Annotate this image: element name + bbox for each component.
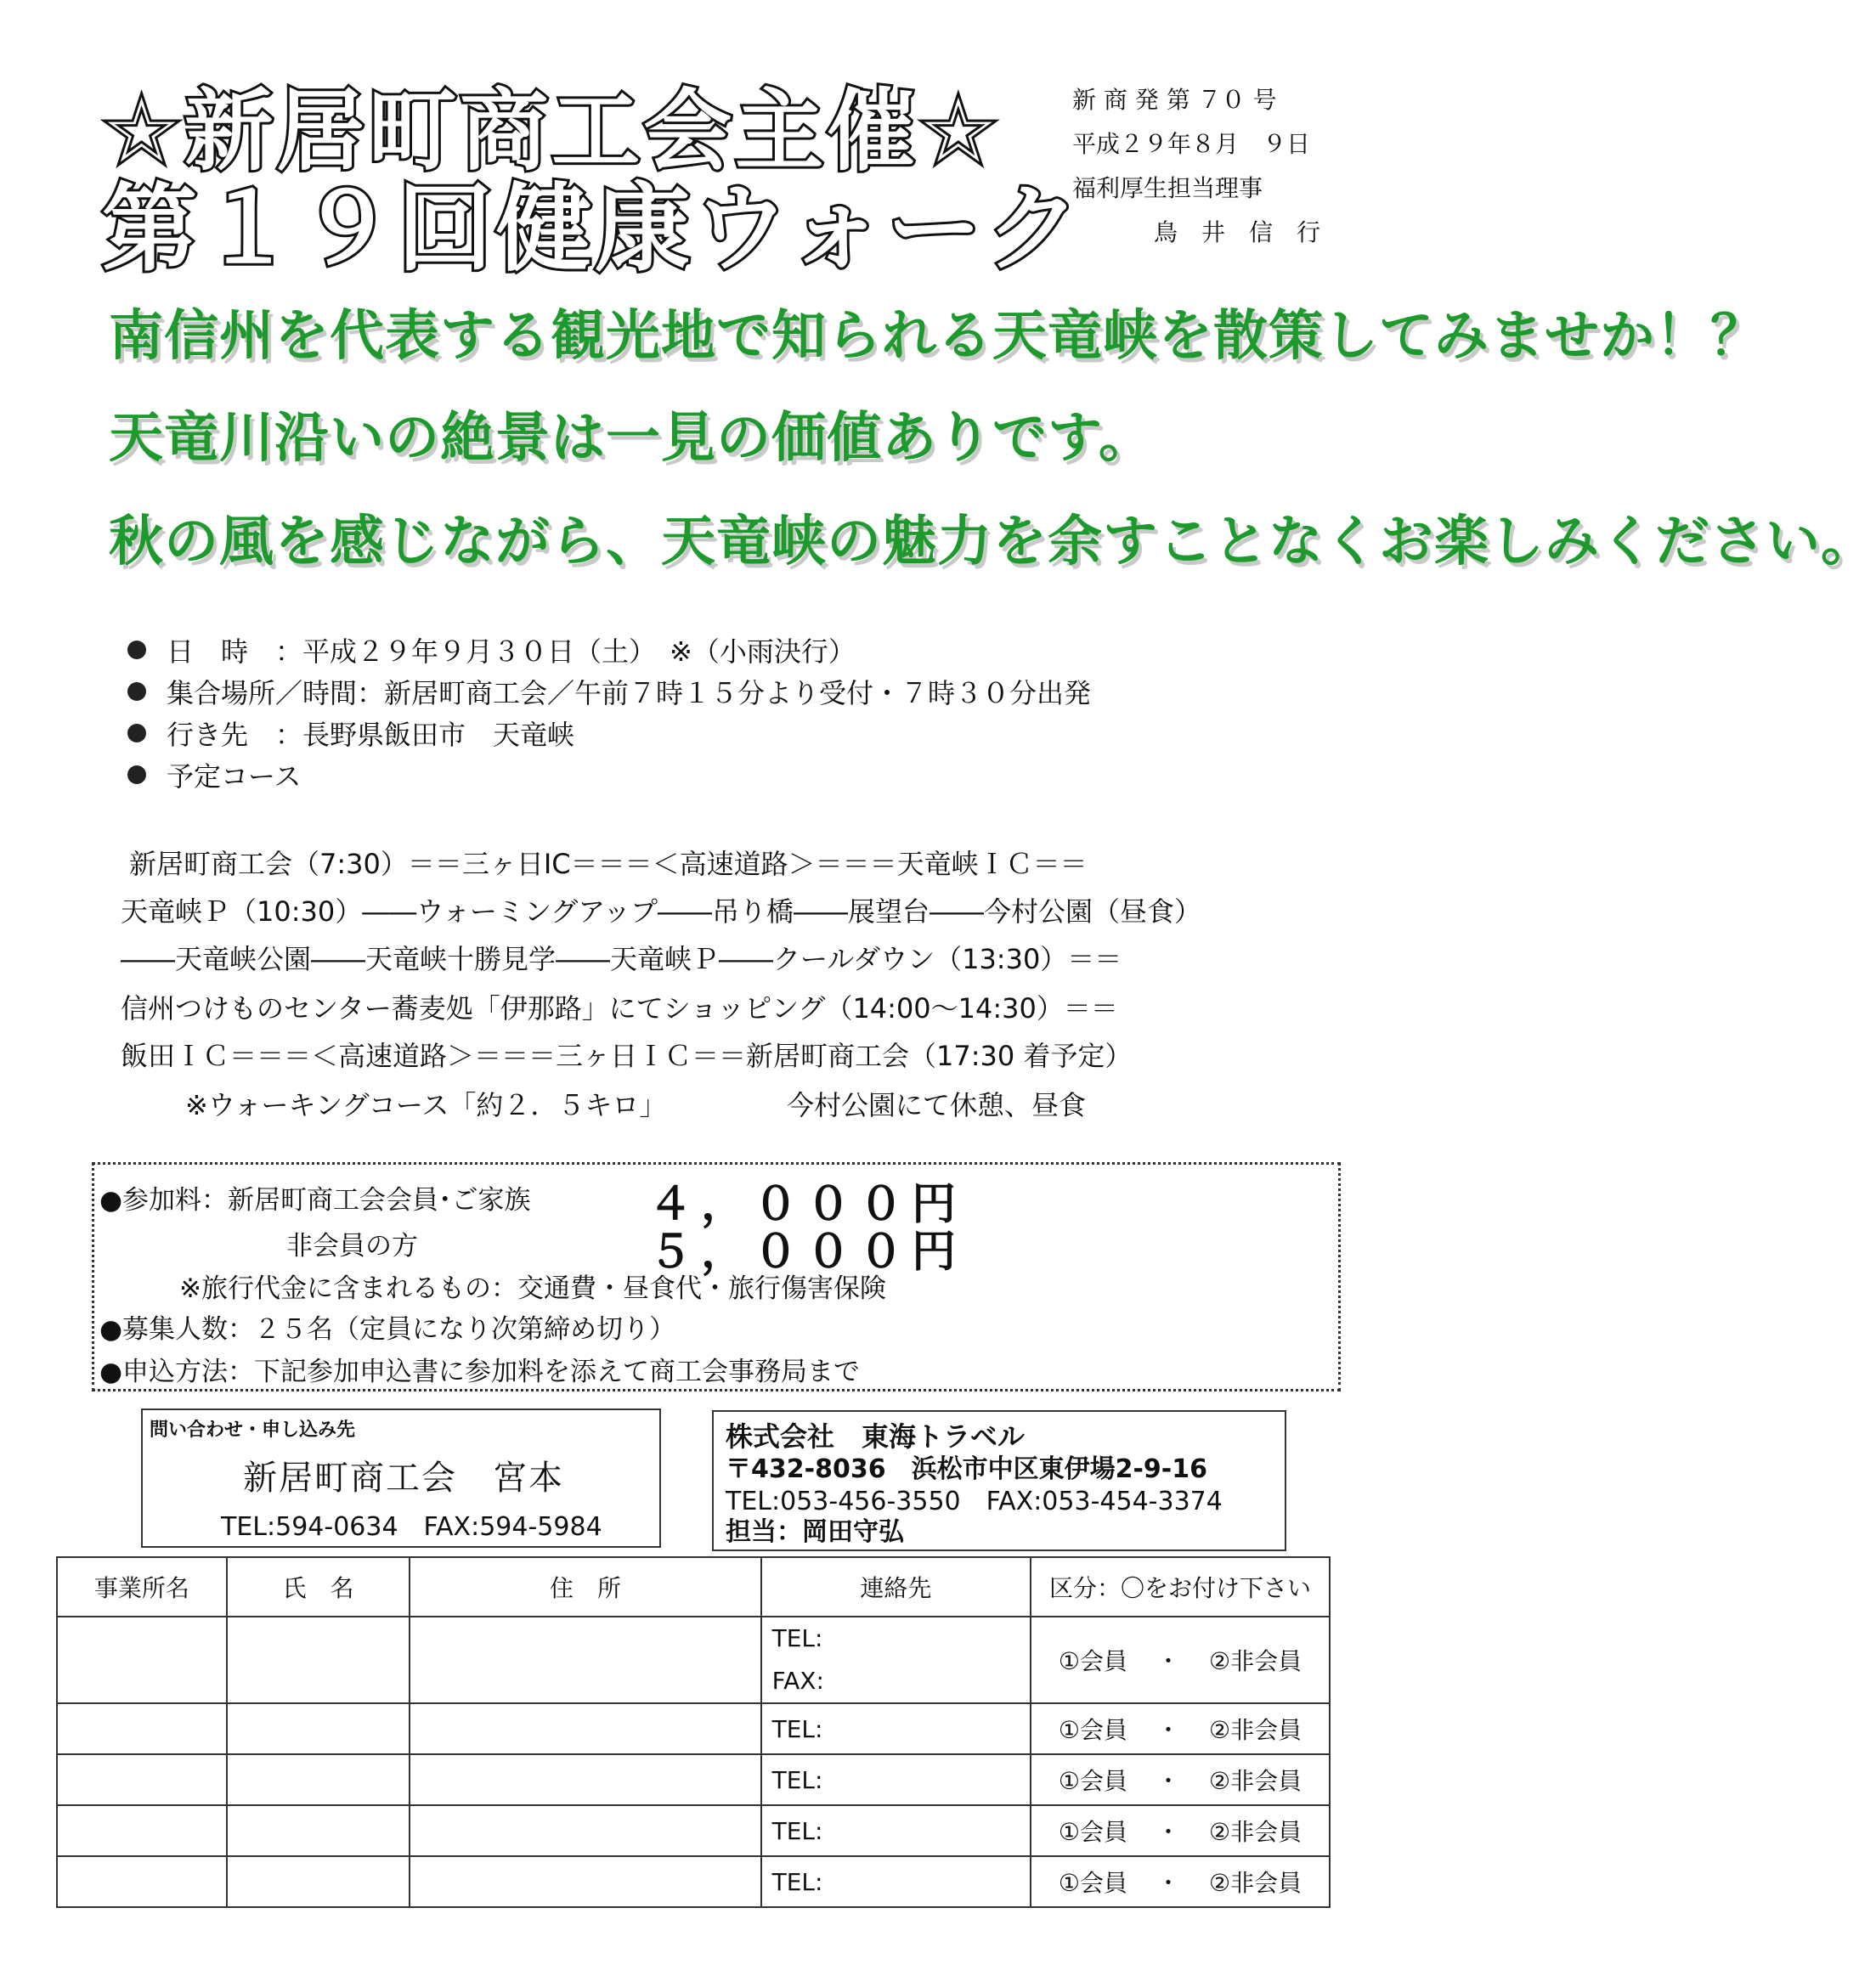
course-note-distance: ※ウォーキングコース「約２．５キロ」 <box>185 1089 667 1121</box>
nonmember-option[interactable]: ②非会員 <box>1209 1716 1302 1744</box>
table-row <box>57 1617 1330 1703</box>
contact-cell[interactable] <box>761 1703 1031 1754</box>
header-address: 住 所 <box>410 1557 760 1617</box>
course-note-rest: 今村公園にて休憩、昼食 <box>787 1089 1087 1121</box>
contact-cell[interactable] <box>761 1856 1031 1907</box>
bullet-icon <box>127 724 146 742</box>
agency-phones: TEL:053-456-3550 FAX:053-454-3374 <box>726 1487 1223 1516</box>
course-line-4: 信州つけものセンター蕎麦処「伊那路」にてショッピング（14:00～14:30）＝＝ <box>121 992 1118 1025</box>
nonmember-option[interactable]: ②非会員 <box>1209 1818 1302 1846</box>
contact-cell[interactable] <box>761 1805 1031 1856</box>
course-line-2: 天竜峡Ｐ（10:30）――ウォーミングアップ――吊り橋――展望台――今村公園（昼食） <box>121 895 1202 928</box>
option-separator: ・ <box>1156 1647 1181 1675</box>
member-option[interactable]: ①会員 <box>1058 1716 1128 1744</box>
category-cell[interactable] <box>1031 1617 1330 1703</box>
member-option[interactable]: ①会員 <box>1058 1767 1128 1795</box>
business-name-cell[interactable] <box>57 1617 227 1703</box>
header-business-name: 事業所名 <box>57 1557 227 1617</box>
table-row <box>57 1805 1330 1856</box>
option-separator: ・ <box>1156 1767 1181 1795</box>
bullet-icon <box>127 641 146 659</box>
course-line-1: 新居町商工会（7:30）＝＝三ヶ日IC＝＝＝＜高速道路＞＝＝＝天竜峡ＩＣ＝＝ <box>129 848 1088 880</box>
contact-box <box>141 1408 661 1548</box>
name-cell[interactable] <box>227 1856 410 1907</box>
detail-destination: 行き先 ：長野県飯田市 天竜峡 <box>127 712 1091 754</box>
category-cell[interactable] <box>1031 1805 1330 1856</box>
header-name: 氏 名 <box>227 1557 410 1617</box>
fee-member-label: ●参加料：新居町商工会会員･ご家族 <box>99 1185 531 1216</box>
address-cell[interactable] <box>410 1703 760 1754</box>
agency-staff: 担当：岡田守弘 <box>726 1517 904 1547</box>
agency-company: 株式会社 東海トラベル <box>726 1420 1026 1453</box>
contact-cell[interactable] <box>761 1617 1031 1703</box>
business-name-cell[interactable] <box>57 1856 227 1907</box>
apply-method: ●申込方法：下記参加申込書に参加料を添えて商工会事務局まで <box>99 1357 861 1387</box>
fee-nonmember-price: ５，０００円 <box>648 1227 965 1278</box>
tel-label: TEL: <box>771 1624 823 1652</box>
bullet-icon <box>127 682 146 701</box>
name-cell[interactable] <box>227 1805 410 1856</box>
doc-number: 新 商 発 第 ７０ 号 <box>1072 86 1277 114</box>
tel-label: TEL: <box>771 1867 823 1896</box>
tel-label: TEL: <box>771 1816 823 1845</box>
tel-label: TEL: <box>771 1714 823 1743</box>
detail-datetime: 日 時 ：平成２９年９月３０日（土） ※（小雨決行） <box>127 629 1091 670</box>
fee-included-note: ※旅行代金に含まれるもの：交通費・昼食代・旅行傷害保険 <box>179 1273 886 1304</box>
author-role: 福利厚生担当理事 <box>1072 174 1263 202</box>
option-separator: ・ <box>1156 1716 1181 1744</box>
contact-heading: 問い合わせ・申し込み先 <box>150 1420 356 1441</box>
table-row <box>57 1703 1330 1754</box>
agency-box <box>712 1410 1286 1551</box>
event-title: 第１９回健康ウォーク <box>102 174 1084 285</box>
fee-member-price: ４，０００円 <box>648 1179 965 1230</box>
business-name-cell[interactable] <box>57 1805 227 1856</box>
doc-date: 平成２９年８月 ９日 <box>1072 130 1311 158</box>
business-name-cell[interactable] <box>57 1703 227 1754</box>
lead-line-1: 南信州を代表する観光地で知られる天竜峡を散策してみませか！？ <box>109 305 1766 368</box>
header-category: 区分：〇をお付け下さい <box>1031 1557 1330 1617</box>
nonmember-option[interactable]: ②非会員 <box>1209 1869 1302 1897</box>
table-row <box>57 1754 1330 1805</box>
capacity-info: ●募集人数：２５名（定員になり次第締め切り） <box>99 1314 676 1345</box>
name-cell[interactable] <box>227 1754 410 1805</box>
course-line-5: 飯田ＩＣ＝＝＝＜高速道路＞＝＝＝三ヶ日ＩＣ＝＝新居町商工会（17:30 着予定） <box>121 1040 1133 1072</box>
application-form <box>56 1556 1331 1908</box>
table-row <box>57 1856 1330 1907</box>
member-option[interactable]: ①会員 <box>1058 1647 1128 1675</box>
category-cell[interactable] <box>1031 1754 1330 1805</box>
fee-info-box <box>92 1162 1341 1391</box>
tel-label: TEL: <box>771 1765 823 1794</box>
detail-course-heading: 予定コース <box>127 754 1091 795</box>
nonmember-option[interactable]: ②非会員 <box>1209 1647 1302 1675</box>
nonmember-option[interactable]: ②非会員 <box>1209 1767 1302 1795</box>
event-organizer-title: ☆新居町商工会主催☆ <box>102 79 1002 183</box>
category-cell[interactable] <box>1031 1703 1330 1754</box>
member-option[interactable]: ①会員 <box>1058 1869 1128 1897</box>
fax-label: FAX: <box>771 1667 824 1695</box>
author-name: 鳥 井 信 行 <box>1154 218 1321 246</box>
bullet-icon <box>127 765 146 784</box>
category-cell[interactable] <box>1031 1856 1330 1907</box>
contact-phones: TEL:594-0634 FAX:594-5984 <box>221 1512 602 1542</box>
member-option[interactable]: ①会員 <box>1058 1818 1128 1846</box>
option-separator: ・ <box>1156 1869 1181 1897</box>
event-details <box>127 629 1091 795</box>
header-contact: 連絡先 <box>761 1557 1031 1617</box>
name-cell[interactable] <box>227 1617 410 1703</box>
lead-line-3: 秋の風を感じながら、天竜峡の魅力を余すことなくお楽しみください。 <box>109 511 1876 573</box>
option-separator: ・ <box>1156 1818 1181 1846</box>
detail-meeting: 集合場所／時間：新居町商工会／午前７時１５分より受付・７時３０分出発 <box>127 670 1091 712</box>
contact-org: 新居町商工会 宮本 <box>243 1459 564 1498</box>
lead-line-2: 天竜川沿いの絶景は一見の価値ありです。 <box>109 407 1154 470</box>
address-cell[interactable] <box>410 1617 760 1703</box>
contact-cell[interactable] <box>761 1754 1031 1805</box>
agency-address: 〒432-8036 浜松市中区東伊場2-9-16 <box>726 1454 1207 1484</box>
fee-nonmember-label: 非会員の方 <box>286 1231 418 1262</box>
form-header-row <box>57 1557 1330 1617</box>
business-name-cell[interactable] <box>57 1754 227 1805</box>
document-meta <box>1072 78 1320 255</box>
address-cell[interactable] <box>410 1805 760 1856</box>
address-cell[interactable] <box>410 1856 760 1907</box>
address-cell[interactable] <box>410 1754 760 1805</box>
course-line-3: ――天竜峡公園――天竜峡十勝見学――天竜峡Ｐ――クールダウン（13:30）＝＝ <box>121 943 1122 975</box>
name-cell[interactable] <box>227 1703 410 1754</box>
